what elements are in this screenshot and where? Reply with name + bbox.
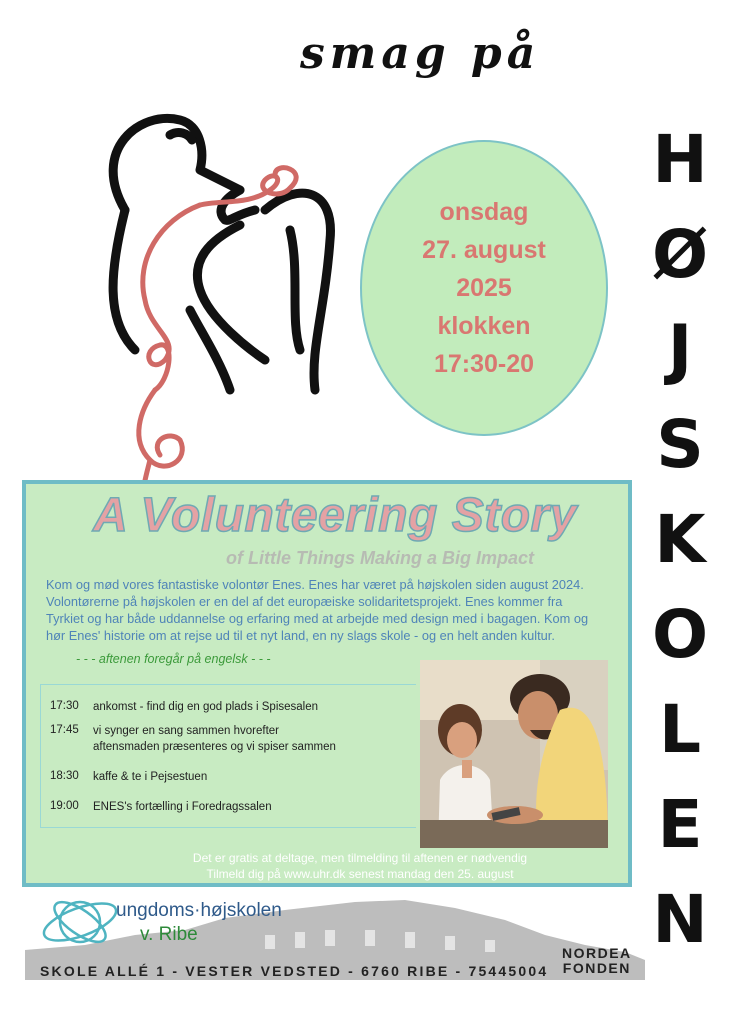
sponsor-logo [562, 946, 632, 976]
event-time-label: klokken [437, 312, 531, 340]
schedule-time: 17:45 [50, 724, 79, 736]
event-date-oval [360, 140, 608, 436]
title-letter: N [652, 881, 708, 958]
event-year: 2025 [456, 274, 512, 302]
event-weekday: onsdag [439, 198, 529, 226]
schedule-desc: kaffe & te i Pejsestuen [93, 771, 208, 783]
language-note: - - - aftenen foregår på engelsk - - - [76, 652, 271, 666]
registration-line-1: Det er gratis at deltage, men tilmelding til aftenen er nødvendig [192, 851, 528, 865]
volunteers-photo [420, 660, 608, 848]
intro-paragraph: Kom og mød vores fantastiske volontør Enes. Enes har været på højskolen siden august 2024. Volontørerne på højskolen er en del af det europæiske solidaritetsprojekt. Enes kommer fra Tyrkiet og har både uddannelse og erfaring med at arbejde med design med i bagagen. Kom og hør Enes' historie om at rejse ud til et nyt land, en ny slags skole - og en helt anden kultur. [46, 577, 589, 643]
sponsor-line-2: FONDEN [562, 960, 631, 976]
subheadline: of Little Things Making a Big Impact [226, 548, 535, 568]
school-location: v. Ribe [140, 924, 198, 945]
sponsor-line-1: NORDEA [562, 945, 632, 961]
schedule-desc: ENES's fortælling i Foredragssalen [93, 801, 272, 813]
title-letter: E [657, 786, 703, 863]
schedule-time: 18:30 [50, 770, 79, 782]
schedule-desc: ankomst - find dig en god plads i Spisesalen [93, 701, 319, 713]
schedule-desc: vi synger en sang sammen hvorefter [93, 725, 280, 737]
school-address: SKOLE ALLÉ 1 - VESTER VEDSTED - 6760 RIBE - 75445004 [40, 963, 549, 979]
registration-info [120, 850, 600, 882]
title-letter: O [651, 596, 709, 673]
tagline: smag på [300, 28, 541, 79]
school-logo-icon [38, 888, 268, 958]
title-letter: S [656, 406, 704, 483]
face-line-drawing-icon [50, 100, 350, 520]
school-name: ungdoms·højskolen [116, 900, 282, 921]
schedule-desc: aftensmaden præsenteres og vi spiser sammen [93, 741, 336, 753]
title-letter: Ø [651, 216, 709, 293]
schedule-time: 17:30 [50, 700, 79, 712]
title-letter: J [667, 311, 693, 388]
vertical-title [640, 112, 720, 967]
event-date: 27. august [422, 236, 546, 264]
schedule-time: 19:00 [50, 800, 79, 812]
headline: A Volunteering Story [93, 489, 577, 542]
title-letter: K [654, 501, 706, 578]
title-letter: H [652, 121, 708, 198]
event-time: 17:30-20 [433, 350, 535, 378]
title-letter: L [658, 691, 702, 768]
registration-line-2: Tilmeld dig på www.uhr.dk senest mandag den 25. august [206, 867, 514, 881]
